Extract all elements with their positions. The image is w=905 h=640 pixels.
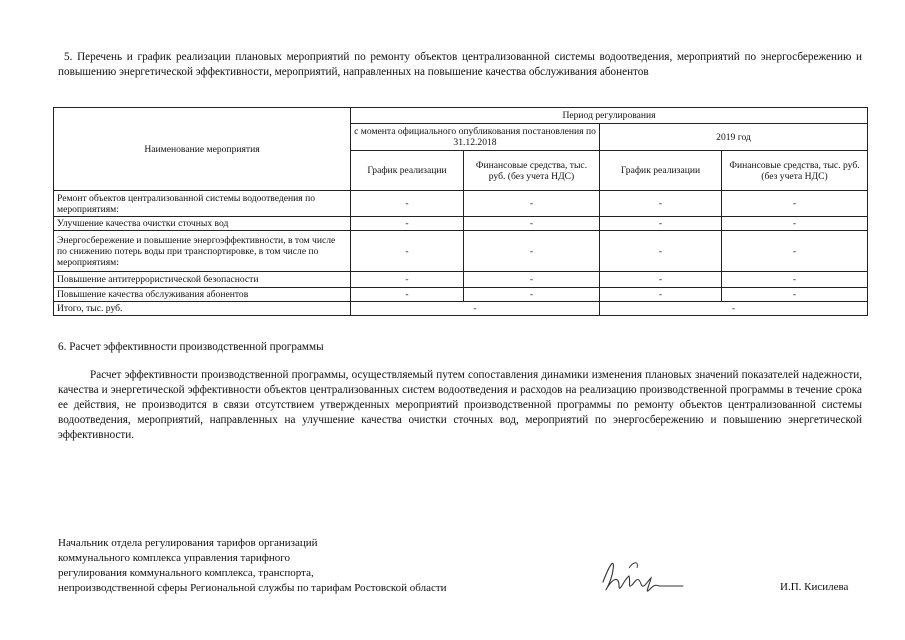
- position-line: регулирования коммунального комплекса, транспорта,: [58, 567, 314, 579]
- row-value: -: [464, 272, 600, 288]
- row-value: -: [722, 231, 868, 272]
- row-value: -: [722, 288, 868, 302]
- section-5-heading: 5. Перечень и график реализации плановых мероприятий по ремонту объектов централизованной системы водоотведения, мероприятий по энергосбережению и повышению энергетической эффективности, мероприятий, направленных на повышение качества обслуживания абонентов: [58, 51, 862, 78]
- row-value: -: [722, 217, 868, 231]
- row-value: -: [351, 231, 464, 272]
- row-value: -: [351, 288, 464, 302]
- row-name: Улучшение качества очистки сточных вод: [54, 217, 351, 231]
- table-row: [54, 231, 868, 272]
- row-value: -: [464, 217, 600, 231]
- col-finance-2019: Финансовые средства, тыс. руб. (без учета НДС): [722, 151, 868, 191]
- row-value: -: [722, 191, 868, 217]
- col-schedule-2019: График реализации: [600, 151, 722, 191]
- total-value-2018: -: [351, 302, 600, 316]
- col-schedule-2018: График реализации: [351, 151, 464, 191]
- header-period: Период регулирования: [351, 108, 868, 124]
- activities-table: [53, 107, 868, 316]
- row-value: -: [351, 272, 464, 288]
- row-value: -: [464, 191, 600, 217]
- row-value: -: [600, 191, 722, 217]
- table-row: [54, 191, 868, 217]
- header-period-2018: с момента официального опубликования постановления по 31.12.2018: [351, 124, 600, 151]
- position-line: коммунального комплекса управления тарифного: [58, 552, 290, 564]
- header-activity-name: Наименование мероприятия: [54, 108, 351, 191]
- signatory-position: [58, 536, 447, 596]
- row-value: -: [722, 272, 868, 288]
- row-name: Ремонт объектов централизованной системы водоотведения по мероприятиям:: [54, 191, 351, 217]
- total-value-2019: -: [600, 302, 868, 316]
- row-value: -: [351, 217, 464, 231]
- row-value: -: [600, 272, 722, 288]
- row-name: Повышение антитеррористической безопасности: [54, 272, 351, 288]
- row-value: -: [351, 191, 464, 217]
- section-6-paragraph: Расчет эффективности производственной программы, осуществляемый путем сопоставления динамики изменения плановых значений показателей надежности, качества и энергетической эффективности объектов централизованных систем водоотведения и расходов на реализацию производственной программы в течение срока ее действия, не производится в связи отсутствием утвержденных мероприятий производственной программы по ремонту объектов централизованной системы водоотведения, мероприятий, направленных на улучшение качества очистки сточных вод, мероприятий по энергосбережению и повышению энергетической эффективности.: [58, 369, 862, 441]
- row-value: -: [600, 217, 722, 231]
- row-value: -: [600, 288, 722, 302]
- table-row: [54, 288, 868, 302]
- handwritten-signature: [593, 548, 693, 602]
- table-row-total: [54, 302, 868, 316]
- signatory-name: И.П. Кисилева: [780, 581, 849, 593]
- total-label: Итого, тыс. руб.: [54, 302, 351, 316]
- row-name: Повышение качества обслуживания абонентов: [54, 288, 351, 302]
- header-period-2019: 2019 год: [600, 124, 868, 151]
- col-finance-2018: Финансовые средства, тыс. руб. (без учета НДС): [464, 151, 600, 191]
- row-value: -: [464, 231, 600, 272]
- row-value: -: [464, 288, 600, 302]
- section-6-title: 6. Расчет эффективности производственной программы: [58, 341, 324, 353]
- table-row: [54, 217, 868, 231]
- row-value: -: [600, 231, 722, 272]
- table-row: [54, 272, 868, 288]
- position-line: непроизводственной сферы Региональной службы по тарифам Ростовской области: [58, 582, 447, 594]
- row-name: Энергосбережение и повышение энергоэффективности, в том числе по снижению потерь воды при транспортировке, в том числе по мероприятиям:: [54, 231, 351, 272]
- position-line: Начальник отдела регулирования тарифов организаций: [58, 537, 318, 549]
